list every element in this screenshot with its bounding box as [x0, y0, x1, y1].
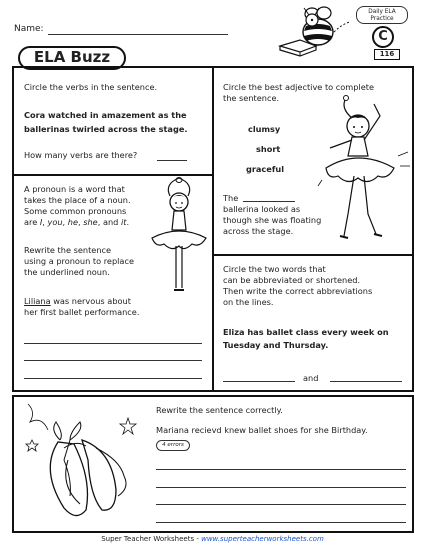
q5-answer-line-3[interactable] — [156, 504, 406, 505]
q4-sentence-line-1[interactable]: Eliza has ballet class every week on — [223, 327, 389, 337]
q3-are: are — [24, 217, 38, 227]
q3-sep-1: , — [42, 217, 45, 227]
q3-answer-line-1[interactable] — [24, 343, 202, 344]
q3-sep-2: , — [62, 217, 66, 227]
q3-intro-line-2: takes the place of a noun. — [24, 195, 131, 205]
q3-task-line-2: using a pronoun to replace — [24, 256, 134, 266]
q3-period: . — [126, 217, 130, 227]
pronoun-she: she — [83, 217, 98, 227]
q3-intro-line-1: A pronoun is a word that — [24, 184, 125, 194]
q4-answer-line-2[interactable] — [330, 381, 402, 382]
q4-sentence-line-2[interactable]: Tuesday and Thursday. — [223, 340, 329, 350]
q1-sentence-line-2[interactable]: ballerinas twirled across the stage. — [24, 124, 188, 134]
q5-prompt: Rewrite the sentence correctly. — [156, 405, 283, 415]
q4-answer-line-1[interactable] — [223, 381, 295, 382]
pronoun-it: it — [120, 217, 127, 227]
q2-prompt-line-2: the sentence. — [223, 93, 280, 103]
pronoun-i: I — [39, 217, 43, 227]
q3-underlined-noun: Liliana — [24, 296, 51, 306]
q3-task-line-1: Rewrite the sentence — [24, 245, 112, 255]
q5-sentence: Mariana recievd knew ballet shoes for she Birthday. — [156, 425, 368, 435]
name-line[interactable] — [48, 34, 228, 35]
footer-link[interactable]: www.superteacherworksheets.com — [201, 535, 324, 543]
q1-prompt: Circle the verbs in the sentence. — [24, 82, 158, 92]
daily-practice-badge — [356, 6, 408, 24]
q3-intro-line-3: Some common pronouns — [24, 206, 127, 216]
q4-prompt-line-1: Circle the two words that — [223, 264, 326, 274]
pronoun-you: you — [47, 217, 63, 227]
q5-errors-badge: 4 errors — [156, 440, 190, 451]
footer-brand: Super Teacher Worksheets - — [101, 535, 202, 543]
q3-sep-4: , — [97, 217, 101, 227]
q2-sentence-line-4: across the stage. — [223, 226, 294, 236]
q1-sentence-line-1[interactable]: Cora watched in amazement as the — [24, 110, 187, 120]
level-badge: C — [372, 26, 394, 48]
q3-answer-line-3[interactable] — [24, 378, 202, 379]
right-divider — [212, 254, 414, 256]
q4-prompt-line-2: can be abbreviated or shortened. — [223, 275, 361, 285]
q4-prompt-line-3: Then write the correct abbreviations — [223, 286, 373, 296]
q3-sentence-rest: was nervous about — [50, 296, 131, 306]
q3-sep-3: , — [78, 217, 81, 227]
q1-question: How many verbs are there? — [24, 150, 138, 160]
ballet-shoes-icon — [20, 400, 140, 528]
q2-sentence-start: The — [223, 193, 239, 203]
q2-option-graceful[interactable]: graceful — [246, 164, 285, 174]
q4-prompt-line-4: on the lines. — [223, 297, 274, 307]
q3-sentence-line-1 — [24, 296, 131, 307]
ballerina-arms-up-icon — [150, 176, 208, 296]
q5-answer-line-4[interactable] — [156, 522, 406, 523]
q3-task-line-3: the underlined noun. — [24, 267, 110, 277]
q3-and: and — [102, 217, 119, 227]
q2-blank-line[interactable] — [243, 201, 295, 202]
q2-sentence-line-3: though she was floating — [223, 215, 322, 225]
q2-sentence-line-2: ballerina looked as — [223, 204, 301, 214]
name-label: Name: — [14, 24, 44, 34]
q2-option-clumsy[interactable]: clumsy — [248, 124, 281, 134]
bee-reading-icon — [272, 6, 362, 58]
footer — [0, 535, 425, 543]
badge-line-2: Practice — [370, 16, 394, 22]
pronoun-he: he — [67, 217, 78, 227]
q2-prompt-line-1: Circle the best adjective to complete — [223, 82, 375, 92]
q5-answer-line-1[interactable] — [156, 469, 406, 470]
q2-option-short[interactable]: short — [256, 144, 281, 154]
badge-line-1: Daily ELA — [368, 9, 396, 15]
column-divider — [212, 66, 214, 392]
ballerina-dancing-icon — [318, 96, 410, 246]
worksheet-number: 116 — [374, 49, 400, 60]
q3-answer-line-2[interactable] — [24, 360, 202, 361]
q4-and-label: and — [303, 373, 319, 383]
page-title: ELA Buzz — [18, 46, 126, 70]
q3-sentence-line-2: her first ballet performance. — [24, 307, 140, 317]
q5-answer-line-2[interactable] — [156, 487, 406, 488]
q3-pronoun-list — [24, 217, 129, 228]
q1-answer-line[interactable] — [157, 160, 187, 161]
